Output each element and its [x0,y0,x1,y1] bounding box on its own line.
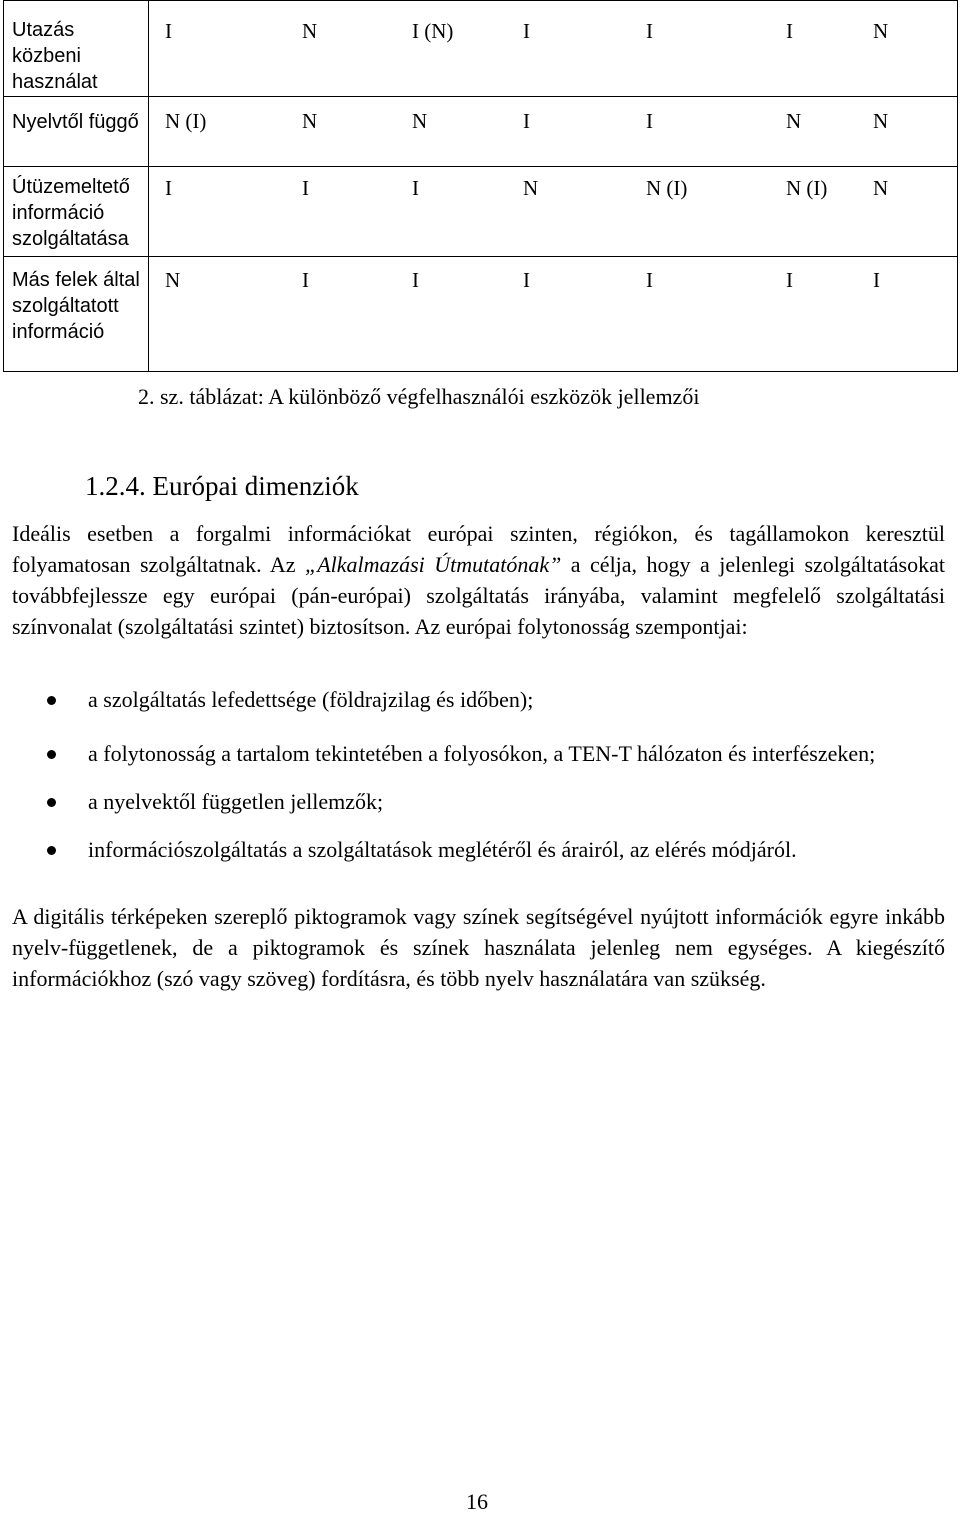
section-number: 1.2.4. [85,471,146,501]
paragraph: A digitális térképeken szereplő piktogramok vagy színek segítségével nyújtott információk egyre inkább nyelv-függetlenek, de a piktogramok és színek használata jelenleg nem egységes. A kiegészítő információkhoz (szó vagy szöveg) fordításra, és több nyelv használatára van szükség. [12,904,945,991]
table-cell: I [786,19,793,43]
bullet-icon [47,846,56,855]
table-cell: I [646,268,653,292]
table-cell: N [412,109,428,133]
table-cell: N (I) [165,109,207,133]
table-cell: N (I) [646,176,688,200]
section-heading [85,471,359,502]
table-row [4,97,958,167]
table-row [4,167,958,257]
table-cell: I [412,268,419,292]
row-values [149,167,958,257]
table-cell: I [523,268,530,292]
table-cell: I [165,19,172,43]
list-item-text: a nyelvektől független jellemzők; [88,789,384,814]
row-values [149,257,958,372]
list-item [12,786,945,817]
table-cell: I [523,19,530,43]
row-label: Nyelvtől függő [4,97,149,167]
table-caption: 2. sz. táblázat: A különböző végfelhasználói eszközök jellemzői [138,384,700,409]
table-row [4,257,958,372]
paragraph-text: a célja, hogy a jelenlegi szolgáltatásokat továbbfejlessze egy európai (pán-európai) szolgáltatás irányába, valamint megfelelő szolgáltatási színvonalat (szolgáltatási szintet) biztosítson. Az európai folytonosság szempontjai: [12,552,945,639]
features-table [3,0,958,372]
table-cell: I [873,268,880,292]
table-cell: I [165,176,172,200]
table-cell: N [302,109,318,133]
emphasis-text: „Alkalmazási Útmutatónak” [304,552,562,577]
row-label: Útüzemeltető információ szolgáltatása [4,167,149,257]
table-cell: N [165,268,181,292]
table-cell: N [523,176,539,200]
row-values [149,97,958,167]
paragraph-text: Ideális esetben a forgalmi információkat európai szinten, régiókon, és tagállamokon keresztül folyamatosan szolgáltatnak. Az [12,521,945,577]
bullet-icon [47,750,56,759]
table-cell: I [302,176,309,200]
bullet-icon [47,696,56,705]
list-item-text: a szolgáltatás lefedettsége (földrajzilag és időben); [88,687,534,712]
table-cell: N [786,109,802,133]
list-item [12,738,945,769]
page-number: 16 [466,1489,488,1514]
table-cell: N [873,19,889,43]
list-item-text: információszolgáltatás a szolgáltatások meglétéről és árairól, az elérés módjáról. [88,837,797,862]
table-cell: N [873,176,889,200]
row-label: Utazás közbeni használat [4,1,149,97]
list-item-text: a folytonosság a tartalom tekintetében a folyosókon, a TEN-T hálózaton és interfészeken; [88,741,876,766]
table-cell: I [646,19,653,43]
list-item [12,684,945,715]
table-cell: I [302,268,309,292]
table-cell: I [646,109,653,133]
table-row [4,1,958,97]
table-cell: N [302,19,318,43]
row-values [149,1,958,97]
section-title: Európai dimenziók [152,471,359,501]
table-cell: N [873,109,889,133]
list-item [12,834,945,865]
table-cell: I (N) [412,19,454,43]
table-cell: I [523,109,530,133]
bullet-icon [47,798,56,807]
paragraph [12,518,945,642]
table-cell: N (I) [786,176,828,200]
table-cell: I [786,268,793,292]
row-label: Más felek által szolgáltatott információ [4,257,149,372]
bullet-list [12,684,945,888]
table-cell: I [412,176,419,200]
